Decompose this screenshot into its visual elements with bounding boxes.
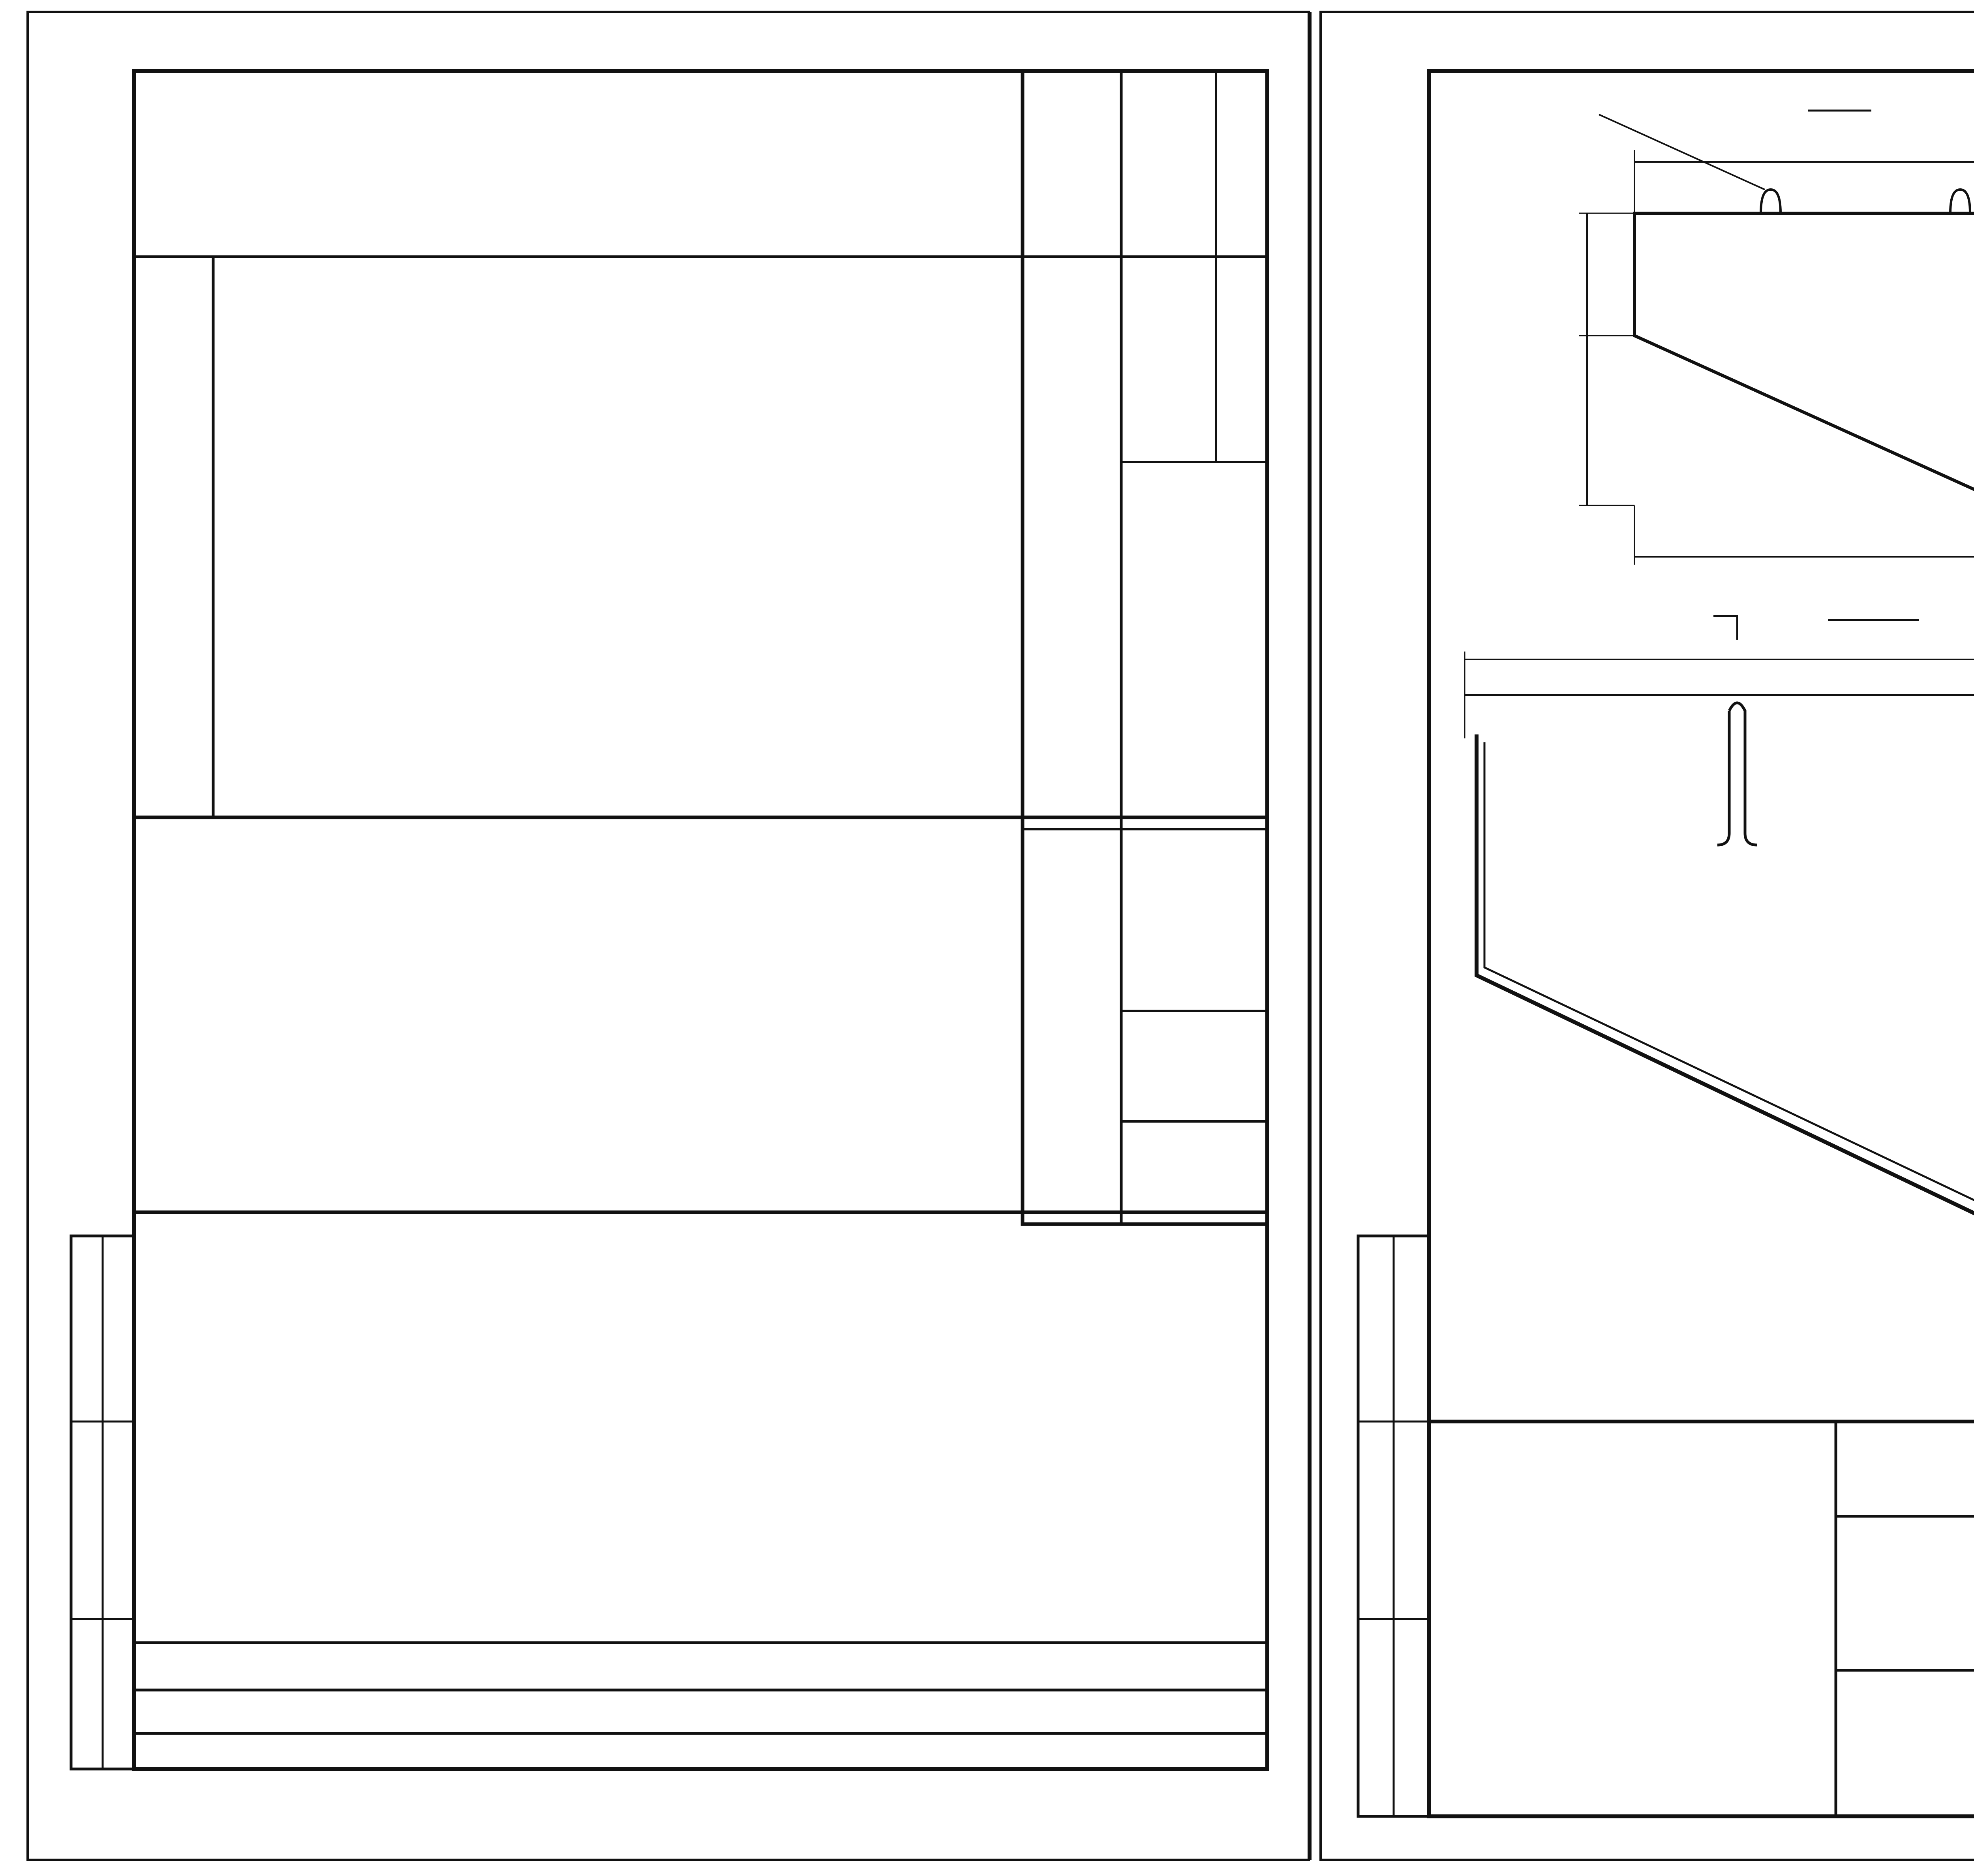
right-sheet [1358, 16, 1974, 1816]
right-sheet-border [1321, 12, 1974, 1860]
left-title-block [1023, 71, 1267, 1224]
left-sheet [71, 71, 1267, 1769]
left-sheet-border [28, 12, 1309, 1860]
right-inner-frame [1429, 71, 1974, 1816]
spec-frame [134, 71, 1267, 1769]
right-title-block [1429, 1422, 1974, 1816]
section-3-3 [1465, 616, 1974, 1374]
section-1-1 [1579, 111, 1974, 565]
